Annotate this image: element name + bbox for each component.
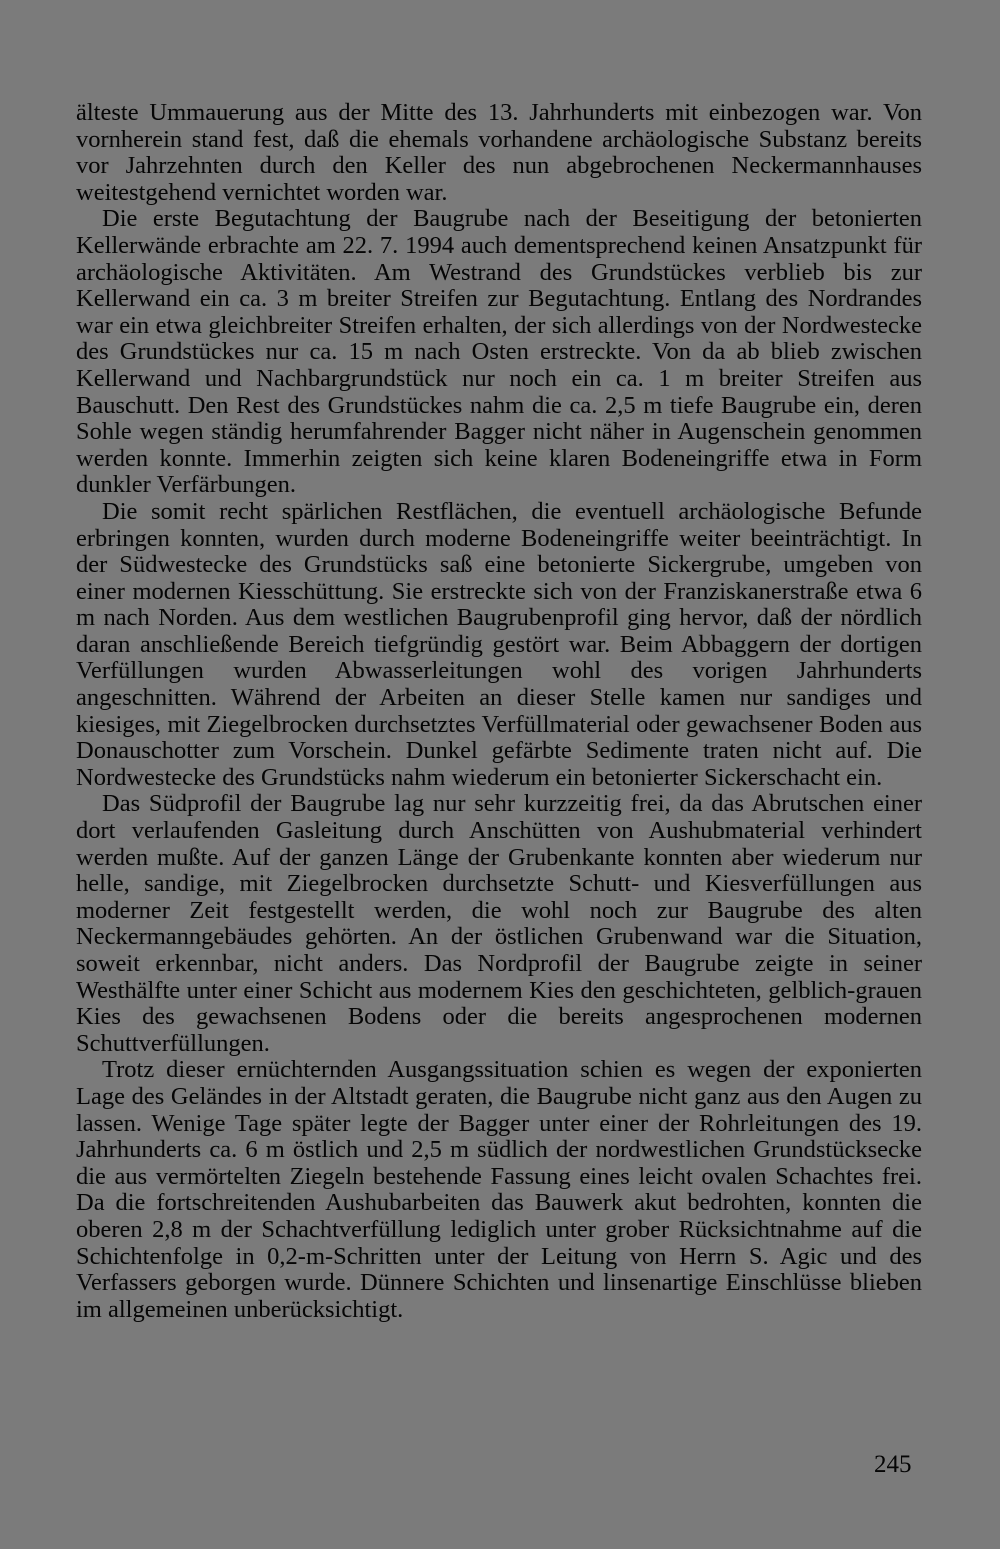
paragraph-4: Das Südprofil der Baugrube lag nur sehr kurzzeitig frei, da das Abrutschen einer dort verlaufenden Gasleitung durch Anschütten von Aushubmaterial verhindert werden mußte. Auf der ganzen Länge der Grubenkante konnten aber wiederum nur helle, sandige, mit Ziegelbrocken durchsetzte Schutt- und Kiesverfüllungen aus moderner Zeit festgestellt werden, die wohl noch zur Baugrube des alten Neckermanngebäudes gehörten. An der östlichen Grubenwand war die Situation, soweit erkennbar, nicht anders. Das Nordprofil der Baugrube zeigte in seiner Westhälfte unter einer Schicht aus modernem Kies den geschichteten, gelblich-grauen Kies des gewachsenen Bodens oder die bereits angesprochenen modernen Schuttverfüllungen. (76, 790, 922, 1057)
page-number: 245 (874, 1451, 912, 1478)
paragraph-2: Die erste Begutachtung der Baugrube nach der Beseitigung der betonierten Kellerwände erbrachte am 22. 7. 1994 auch dementsprechend keinen Ansatzpunkt für archäologische Aktivitäten. Am Westrand des Grundstückes verblieb bis zur Kellerwand ein ca. 3 m breiter Streifen zur Begutachtung. Entlang des Nordrandes war ein etwa gleichbreiter Streifen erhalten, der sich allerdings von der Nordwestecke des Grundstückes nur ca. 15 m nach Osten erstreckte. Von da ab blieb zwischen Kellerwand und Nachbargrundstück nur noch ein ca. 1 m breiter Streifen aus Bauschutt. Den Rest des Grundstückes nahm die ca. 2,5 m tiefe Baugrube ein, deren Sohle wegen ständig herumfahrender Bagger nicht näher in Augenschein genommen werden konnte. Immerhin zeigten sich keine klaren Bodeneingriffe etwa in Form dunkler Verfärbungen. (76, 205, 922, 499)
paragraph-5: Trotz dieser ernüchternden Ausgangssituation schien es wegen der exponierten Lage des Geländes in der Altstadt geraten, die Baugrube nicht ganz aus den Augen zu lassen. Wenige Tage später legte der Bagger unter einer der Rohrleitungen des 19. Jahrhunderts ca. 6 m östlich und 2,5 m südlich der nordwestlichen Grundstücksecke die aus vermörtelten Ziegeln bestehende Fassung eines leicht ovalen Schachtes frei. Da die fortschreitenden Aushubarbeiten das Bauwerk akut bedrohten, konnten die oberen 2,8 m der Schachtverfüllung lediglich unter grober Rücksichtnahme auf die Schichtenfolge in 0,2-m-Schritten unter der Leitung von Herrn S. Agic und des Verfassers geborgen wurde. Dünnere Schichten und linsenartige Einschlüsse blieben im allgemeinen unberücksichtigt. (76, 1056, 922, 1323)
paragraph-1: älteste Ummauerung aus der Mitte des 13. Jahrhunderts mit einbezogen war. Von vornherein stand fest, daß die ehemals vorhandene archäologische Substanz bereits vor Jahrzehnten durch den Keller des nun abgebrochenen Neckermannhauses weitestgehend vernichtet worden war. (76, 99, 922, 206)
body-text (76, 100, 922, 1323)
paragraph-3: Die somit recht spärlichen Restflächen, die eventuell archäologische Befunde erbringen konnten, wurden durch moderne Bodeneingriffe weiter beeinträchtigt. In der Südwestecke des Grundstücks saß eine betonierte Sickergrube, umgeben von einer modernen Kiesschüttung. Sie erstreckte sich von der Franziskanerstraße etwa 6 m nach Norden. Aus dem westlichen Baugrubenprofil ging hervor, daß der nördlich daran anschließende Bereich tiefgründig gestört war. Beim Abbaggern der dortigen Verfüllungen wurden Abwasserleitungen wohl des vorigen Jahrhunderts angeschnitten. Während der Arbeiten an dieser Stelle kamen nur sandiges und kiesiges, mit Ziegelbrocken durchsetztes Verfüllmaterial oder gewachsener Boden aus Donauschotter zum Vorschein. Dunkel gefärbte Sedimente traten nicht auf. Die Nordwestecke des Grundstücks nahm wiederum ein betonierter Sickerschacht ein. (76, 497, 922, 791)
